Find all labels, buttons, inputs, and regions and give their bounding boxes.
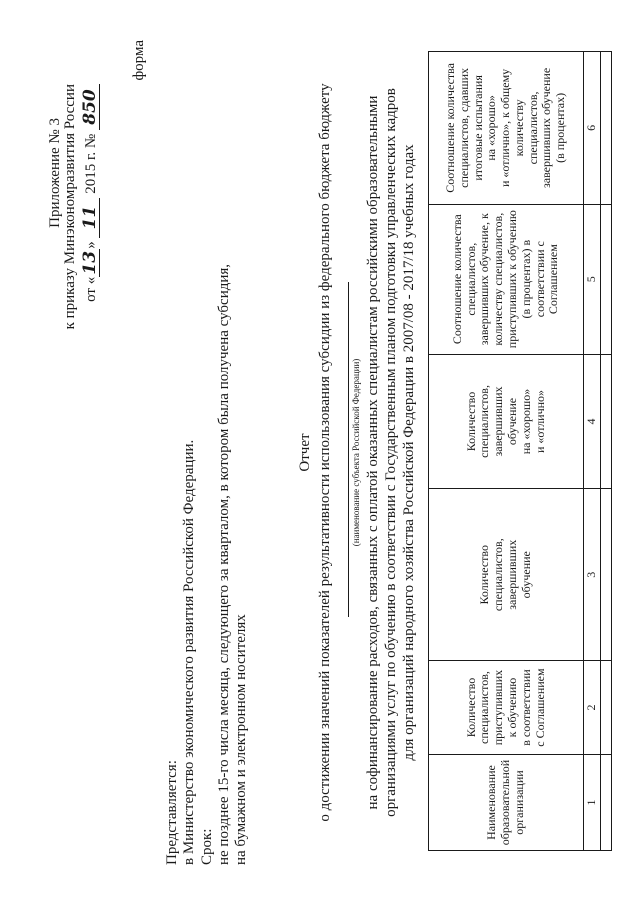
col-number: 3: [584, 489, 601, 661]
media-text: на бумажном и электронном носителях: [233, 614, 249, 865]
table-cell: [601, 354, 612, 489]
date-year: 2015 г. №: [83, 133, 99, 194]
table-cell: [601, 755, 612, 851]
header-cell-good-excellent: Количество специалистов, завершивших обучение на «хорошо» и «отлично»: [429, 354, 584, 489]
order-number: 850: [82, 84, 100, 130]
table-cell: [601, 489, 612, 661]
table-cell: [601, 204, 612, 354]
submitted-to: в Министерство экономического развития Российской Федерации.: [181, 439, 197, 865]
report-desc-line-1: на софинансирование расходов, связанных с оплатой оказанных специалистам российскими образовательными: [365, 95, 381, 810]
appendix-label: Приложение № 3: [47, 118, 63, 228]
date-month: 11: [82, 198, 100, 238]
col-number: 1: [584, 755, 601, 851]
deadline-text: не позднее 15-го числа месяца, следующего за кварталом, в котором была получена субсидия,: [216, 263, 232, 865]
col-number: 4: [584, 354, 601, 489]
indicators-table: [428, 51, 612, 851]
report-desc-line-2: организациями услуг по обучению в соответствии с Государственным планом подготовки управленческих кадров: [383, 88, 399, 817]
header-cell-started: Количество специалистов, приступивших к обучению в соответствии с Соглашением: [429, 661, 584, 755]
header-cell-completed: Количество специалистов, завершивших обучение: [429, 489, 584, 661]
date-day: 13: [82, 249, 100, 277]
order-reference: к приказу Минэкономразвития России: [62, 84, 78, 330]
date-prefix: от «: [83, 276, 99, 302]
table-row: [601, 52, 612, 851]
org-name-line: [348, 282, 349, 617]
date-mid: »: [83, 241, 99, 249]
report-title: Отчет: [297, 433, 313, 472]
header-cell-org-name: Наименование образовательной организации: [429, 755, 584, 851]
col-number: 6: [584, 52, 601, 205]
deadline-label: Срок:: [199, 828, 215, 865]
submitted-label: Представляется:: [164, 760, 180, 865]
org-name-caption: (наименование субъекта Российской Федерации): [351, 358, 361, 547]
table-cell: [601, 661, 612, 755]
header-cell-completion-ratio: Соотношение количества специалистов, завершивших обучение, к количеству специалистов, приступивших к обучению (в процентах) в соответствии с Соглашением: [429, 204, 584, 354]
report-desc-line-3: для организаций народного хозяйства Российской Федерации в 2007/08 - 2017/18 учебных годах: [401, 144, 417, 761]
table-cell: [601, 52, 612, 205]
form-label: форма: [131, 40, 147, 81]
col-number: 5: [584, 204, 601, 354]
table-header-row: [429, 52, 584, 851]
header-cell-grade-ratio: Соотношение количества специалистов, сдавших итоговые испытания на «хорошо» и «отлично», к общему количеству специалистов, завершивших обучение (в процентах): [429, 52, 584, 205]
order-date-line: [82, 84, 100, 302]
col-number: 2: [584, 661, 601, 755]
report-subtitle: о достижении значений показателей результативности использования субсидии из федерального бюджета бюджету: [317, 83, 333, 822]
table-number-row: [584, 52, 601, 851]
